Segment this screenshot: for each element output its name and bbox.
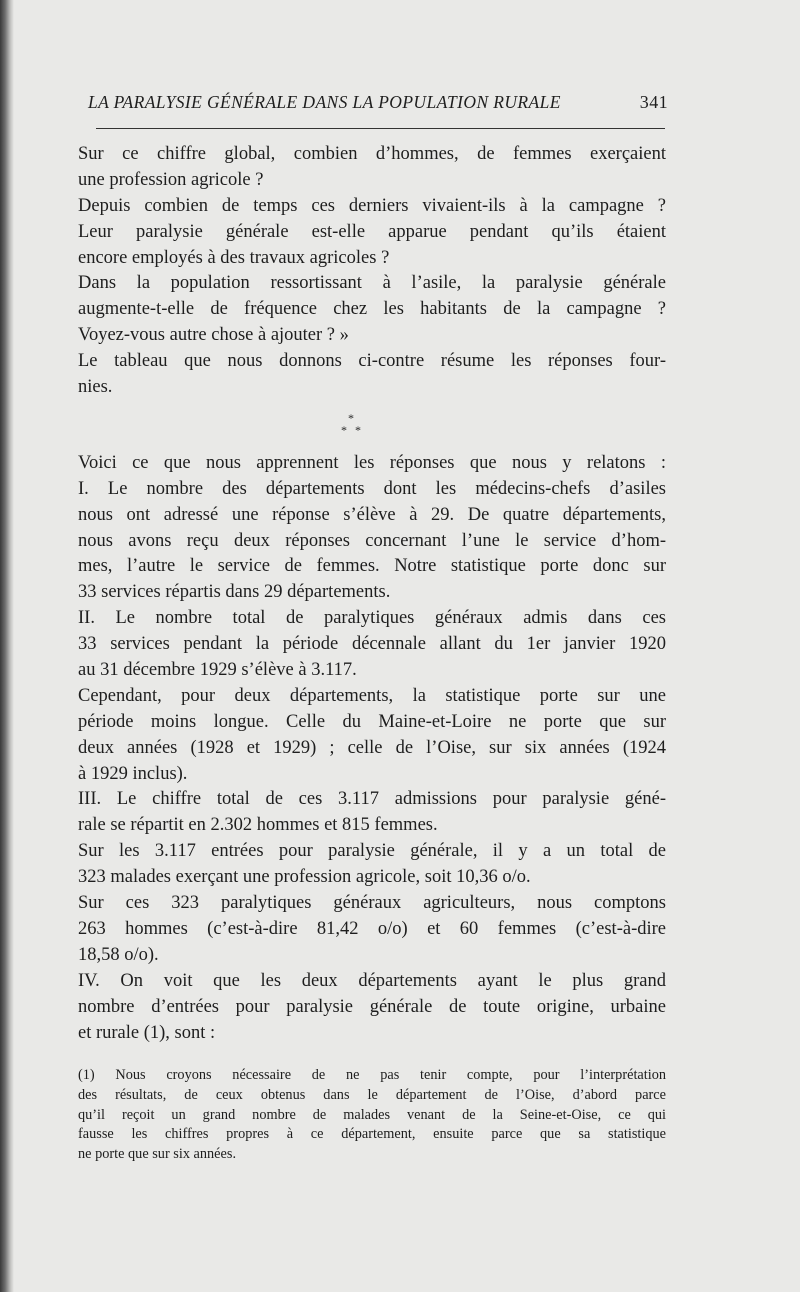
text-line: mes, l’autre le service de femmes. Notre statistique porte donc sur: [78, 556, 666, 577]
text-line: 263 hommes (c’est-à-dire 81,42 o/o) et 60 femmes (c’est-à-dire: [78, 918, 666, 939]
text-line: Sur ce chiffre global, combien d’hommes, de femmes exerçaient: [78, 144, 666, 164]
text-line: augmente-t-elle de fréquence chez les habitants de la campagne ?: [78, 299, 666, 320]
text-line: nous ont adressé une réponse s’élève à 29. De quatre départements,: [78, 504, 666, 525]
text-line: Cependant, pour deux départements, la statistique porte sur une: [78, 685, 666, 706]
text-line: 33 services répartis dans 29 départements.: [78, 582, 391, 603]
text-line: nombre d’entrées pour paralysie générale de toute origine, urbaine: [78, 996, 666, 1017]
text-line: encore employés à des travaux agricoles ?: [78, 247, 390, 268]
text-line: 18,58 o/o).: [78, 944, 159, 965]
text-line: Sur ces 323 paralytiques généraux agriculteurs, nous comptons: [78, 893, 666, 914]
text-line: III. Le chiffre total de ces 3.117 admissions pour paralysie géné-: [78, 789, 666, 810]
running-title: LA PARALYSIE GÉNÉRALE DANS LA POPULATION RURALE: [88, 92, 561, 112]
footnote-line: fausse les chiffres propres à ce département, ensuite parce que sa statistique: [78, 1126, 666, 1143]
page-number: 341: [639, 92, 668, 112]
footnote-line: (1) Nous croyons nécessaire de ne pas tenir compte, pour l’interprétation: [78, 1067, 666, 1083]
footnote-line: des résultats, de ceux obtenus dans le département de l’Oise, d’abord parce: [78, 1086, 666, 1103]
text-line: Voyez-vous autre chose à ajouter ? »: [78, 325, 349, 346]
text-line: et rurale (1), sont :: [78, 1022, 216, 1043]
text-line: II. Le nombre total de paralytiques généraux admis dans ces: [78, 608, 666, 629]
section-separator: * * *: [341, 410, 361, 437]
text-line: 323 malades exerçant une profession agricole, soit 10,36 o/o.: [78, 867, 531, 888]
text-line: à 1929 inclus).: [78, 763, 188, 784]
text-line: deux années (1928 et 1929) ; celle de l’Oise, sur six années (1924: [78, 737, 666, 758]
text-line: au 31 décembre 1929 s’élève à 3.117.: [78, 660, 357, 681]
text-line: période moins longue. Celle du Maine-et-Loire ne porte que sur: [78, 711, 666, 732]
text-line: une profession agricole ?: [78, 169, 264, 190]
header-rule: [96, 128, 665, 129]
text-line: Dans la population ressortissant à l’asile, la paralysie générale: [78, 273, 666, 294]
text-line: I. Le nombre des départements dont les médecins-chefs d’asiles: [78, 478, 666, 499]
footnote: [78, 1066, 666, 1165]
text-line: IV. On voit que les deux départements ayant le plus grand: [78, 970, 666, 991]
text-line: Sur les 3.117 entrées pour paralysie générale, il y a un total de: [78, 841, 666, 862]
body-text: [78, 142, 666, 1046]
text-line: rale se répartit en 2.302 hommes et 815 femmes.: [78, 815, 438, 836]
text-line: Leur paralysie générale est-elle apparue pendant qu’ils étaient: [78, 221, 666, 242]
text-line: Le tableau que nous donnons ci-contre résume les réponses four-: [78, 351, 666, 372]
text-line: nies.: [78, 377, 113, 398]
footnote-line: ne porte que sur six années.: [78, 1146, 237, 1163]
text-line: nous avons reçu deux réponses concernant l’une le service d’hom-: [78, 530, 666, 551]
text-line: Voici ce que nous apprennent les réponses que nous y relatons :: [78, 452, 666, 473]
text-line: 33 services pendant la période décennale allant du 1er janvier 1920: [78, 634, 666, 655]
text-line: Depuis combien de temps ces derniers vivaient-ils à la campagne ?: [78, 195, 666, 216]
page-binding-shadow: [0, 0, 14, 1292]
running-head: [88, 92, 668, 113]
footnote-line: qu’il reçoit un grand nombre de malades venant de la Seine-et-Oise, ce qui: [78, 1106, 666, 1123]
